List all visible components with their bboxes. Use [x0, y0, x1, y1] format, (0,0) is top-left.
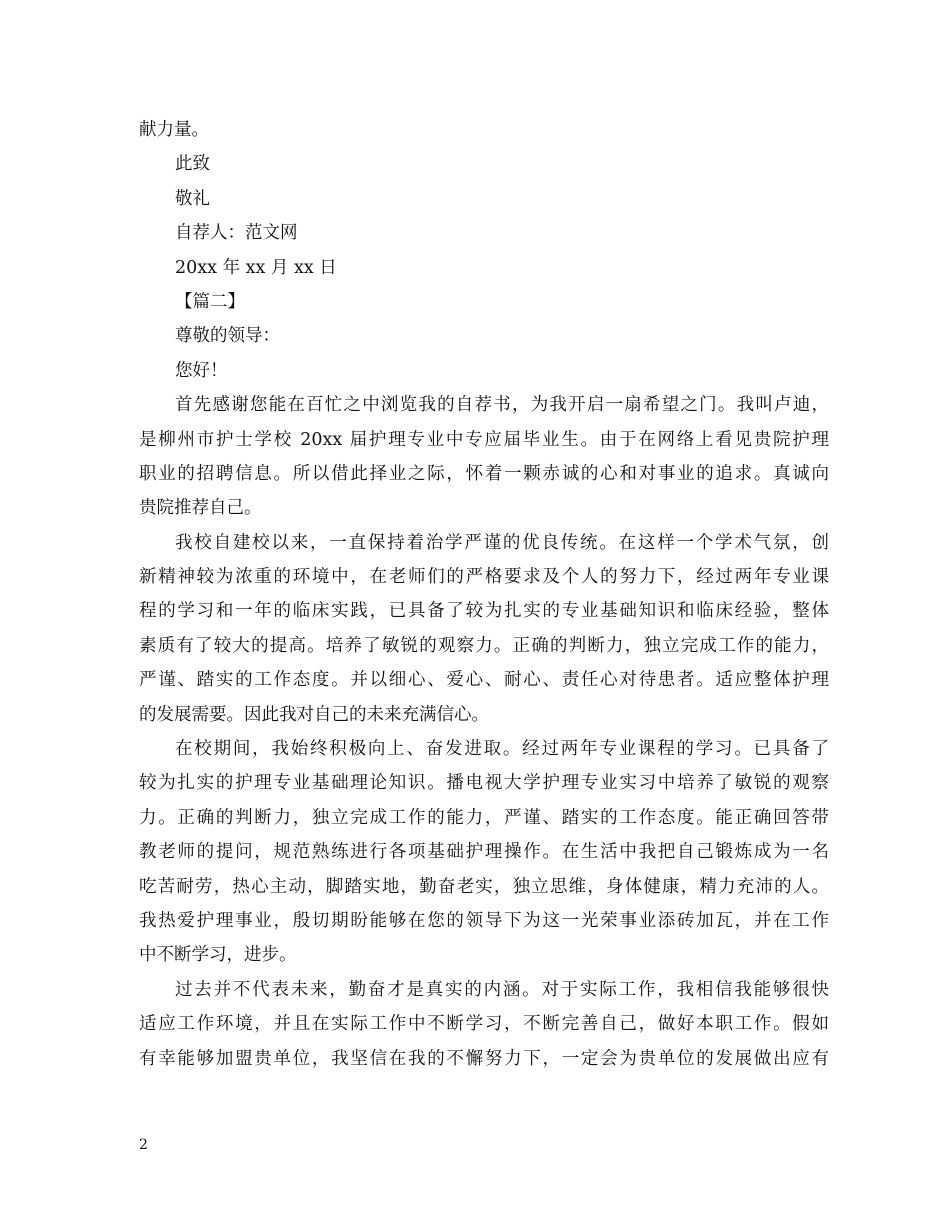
letter-body — [139, 113, 829, 1076]
section-heading: 【篇二】 — [175, 291, 245, 312]
opening-line: 献力量。 — [139, 120, 209, 140]
paragraph-line: 严谨、踏实的工作态度。并以细心、爱心、耐心、责任心对待患者。适应整体护理 — [139, 670, 829, 691]
paragraph-line: 我热爱护理事业，殷切期盼能够在您的领导下为这一光荣事业添砖加瓦，并在工作 — [139, 910, 829, 931]
hello-line: 您好！ — [175, 360, 228, 381]
paragraph-line: 较为扎实的护理专业基础理论知识。播电视大学护理专业实习中培养了敏锐的观察 — [139, 773, 829, 794]
page-number: 2 — [139, 1137, 148, 1153]
paragraph-line: 素质有了较大的提高。培养了敏锐的观察力。正确的判断力，独立完成工作的能力， — [139, 635, 829, 656]
paragraph-line: 是柳州市护士学校 20xx 届护理专业中专应届毕业生。由于在网络上看见贵院护理 — [139, 429, 829, 450]
paragraph-line: 吃苦耐劳，热心主动，脚踏实地，勤奋老实，独立思维，身体健康，精力充沛的人。 — [139, 876, 829, 897]
paragraph-future-commitment — [139, 973, 829, 1076]
paragraph-line: 中不断学习，进步。 — [139, 945, 297, 966]
paragraph-line: 职业的招聘信息。所以借此择业之际，怀着一颗赤诚的心和对事业的追求。真诚向 — [139, 463, 829, 484]
date-line: 20xx 年 xx 月 xx 日 — [175, 257, 337, 278]
paragraph-line: 首先感谢您能在百忙之中浏览我的自荐书，为我开启一扇希望之门。我叫卢迪， — [175, 395, 829, 416]
paragraph-line: 力。正确的判断力，独立完成工作的能力，严谨、踏实的工作态度。能正确回答带 — [139, 807, 829, 828]
paragraph-line: 有幸能够加盟贵单位，我坚信在我的不懈努力下，一定会为贵单位的发展做出应有 — [139, 1048, 829, 1069]
paragraph-line: 我校自建校以来，一直保持着治学严谨的优良传统。在这样一个学术气氛，创 — [175, 532, 829, 553]
paragraph-school-background — [139, 526, 829, 732]
paragraph-line: 新精神较为浓重的环境中，在老师们的严格要求及个人的努力下，经过两年专业课 — [139, 567, 829, 588]
paragraph-line: 适应工作环境，并且在实际工作中不断学习，不断完善自己，做好本职工作。假如 — [139, 1014, 829, 1035]
paragraph-line: 贵院推荐自己。 — [139, 498, 262, 519]
closing-regards: 敬礼 — [175, 188, 210, 209]
paragraph-line: 在校期间，我始终积极向上、奋发进取。经过两年专业课程的学习。已具备了 — [175, 739, 829, 760]
paragraph-line: 教老师的提问，规范熟练进行各项基础护理操作。在生活中我把自己锻炼成为一名 — [139, 842, 829, 863]
closing-salutation: 此致 — [175, 154, 210, 175]
paragraph-line: 的发展需要。因此我对自己的未来充满信心。 — [139, 704, 489, 725]
paragraph-school-period — [139, 732, 829, 973]
greeting-line: 尊敬的领导： — [175, 326, 280, 347]
paragraph-line: 过去并不代表未来，勤奋才是真实的内涵。对于实际工作，我相信我能够很快 — [175, 979, 829, 1000]
recommender-line: 自荐人：范文网 — [175, 223, 298, 244]
paragraph-line: 程的学习和一年的临床实践，已具备了较为扎实的专业基础知识和临床经验，整体 — [139, 601, 829, 622]
paragraph-introduction — [139, 388, 829, 526]
